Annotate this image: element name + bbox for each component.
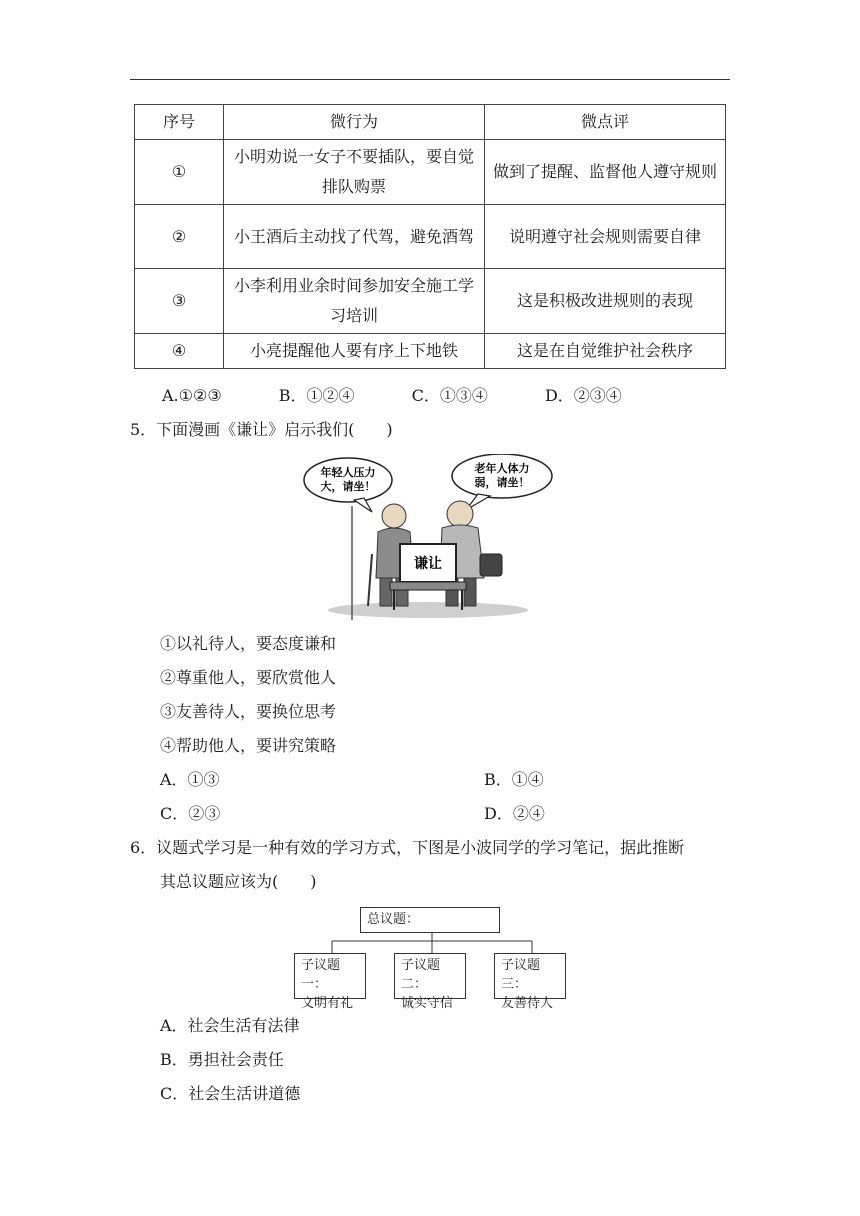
q4-options	[162, 384, 674, 408]
q5-option-c[interactable]: C．②③	[160, 804, 221, 823]
bench-sign: 谦让	[414, 556, 442, 572]
q5-option-d[interactable]: D．②④	[484, 804, 545, 823]
bubble-right	[452, 454, 552, 510]
q5-statement-3: ③友善待人，要换位思考	[160, 702, 337, 721]
q5-statement-2: ②尊重他人，要欣赏他人	[160, 668, 337, 687]
table-header-row	[135, 105, 726, 140]
table-row	[135, 140, 726, 205]
q5-option-b[interactable]: B．①④	[484, 770, 544, 789]
sub-topic-box-1	[294, 953, 366, 1011]
bubble-right-line2: 弱，请坐！	[474, 476, 530, 489]
bubble-right-line1: 老年人体力	[474, 462, 530, 475]
sub-topic-text: 诚实守信	[401, 996, 454, 1011]
bubble-left	[304, 458, 392, 512]
sub-topic-text: 友善待人	[501, 996, 554, 1011]
q6-option-c[interactable]: C．社会生活讲道德	[160, 1084, 301, 1103]
q4-table	[134, 104, 726, 369]
table-row	[135, 205, 726, 269]
header-no: 序号	[135, 105, 224, 140]
header-comment: 微点评	[485, 105, 726, 140]
q4-option-a[interactable]: A.①②③	[162, 386, 222, 405]
sub-topic-title: 子议题二：	[401, 958, 441, 992]
q6-stem-line1: 6．议题式学习是一种有效的学习方式，下图是小波同学的学习笔记，据此推断	[130, 838, 685, 857]
q6-stem-line2: 其总议题应该为( )	[160, 872, 317, 891]
row-comment: 做到了提醒、监督他人遵守规则	[485, 140, 726, 205]
q6-option-b[interactable]: B．勇担社会责任	[160, 1050, 284, 1069]
row-behavior: 小李利用业余时间参加安全施工学习培训	[224, 269, 485, 334]
q6-topic-diagram	[292, 905, 572, 1011]
q4-option-c[interactable]: C．①③④	[411, 386, 488, 405]
row-no: ③	[135, 269, 224, 334]
main-topic-box	[360, 907, 500, 933]
sub-topic-title: 子议题三：	[501, 958, 541, 992]
q5-statement-4: ④帮助他人，要讲究策略	[160, 736, 337, 755]
sub-topic-title: 子议题一：	[301, 958, 341, 992]
row-behavior: 小明劝说一女子不要插队，要自觉排队购票	[224, 140, 485, 205]
row-comment: 说明遵守社会规则需要自律	[485, 205, 726, 269]
q5-cartoon	[302, 454, 554, 620]
row-no: ④	[135, 334, 224, 369]
q4-option-d[interactable]: D．②③④	[544, 386, 622, 405]
table-row	[135, 269, 726, 334]
row-behavior: 小王酒后主动找了代驾，避免酒驾	[224, 205, 485, 269]
row-behavior: 小亮提醒他人要有序上下地铁	[224, 334, 485, 369]
sub-topic-box-3	[494, 953, 566, 1011]
sub-topic-box-2	[394, 953, 466, 1011]
bubble-left-line2: 大，请坐！	[320, 480, 376, 493]
q5-option-a[interactable]: A．①③	[160, 770, 220, 789]
sub-topic-text: 文明有礼	[301, 996, 354, 1011]
q6-option-a[interactable]: A．社会生活有法律	[160, 1016, 300, 1035]
header-rule	[130, 79, 730, 80]
row-no: ②	[135, 205, 224, 269]
main-topic-label: 总议题：	[367, 912, 420, 927]
q4-option-b[interactable]: B．①②④	[278, 386, 355, 405]
q5-stem: 5．下面漫画《谦让》启示我们( )	[130, 420, 393, 439]
bubble-left-line1: 年轻人压力	[320, 466, 376, 479]
row-no: ①	[135, 140, 224, 205]
row-comment: 这是在自觉维护社会秩序	[485, 334, 726, 369]
table-row	[135, 334, 726, 369]
header-behavior: 微行为	[224, 105, 485, 140]
q5-statement-1: ①以礼待人，要态度谦和	[160, 634, 337, 653]
row-comment: 这是积极改进规则的表现	[485, 269, 726, 334]
